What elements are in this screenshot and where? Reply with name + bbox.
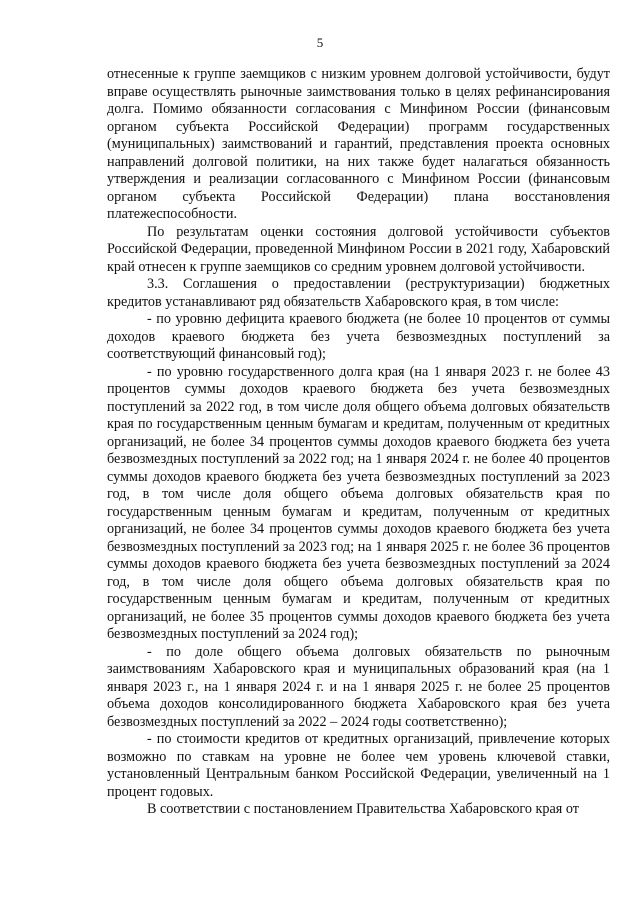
paragraph-debt-assessment: По результатам оценки состояния долговой устойчивости субъектов Российской Федерации, проведенной Минфином России в 2021 году, Хабаровский край отнесен к группе заемщиков со средним уровнем долговой устойчивости.	[107, 223, 610, 275]
document-body	[107, 66, 610, 819]
paragraph-resolution: В соответствии с постановлением Правительства Хабаровского края от	[147, 801, 579, 817]
paragraph-section-3-3: 3.3. Соглашения о предоставлении (реструктуризации) бюджетных кредитов устанавливают ряд обязательств Хабаровского края, в том числе:	[107, 276, 610, 310]
list-item-credit-cost: - по стоимости кредитов от кредитных организаций, привлечение которых возможно по ставкам на уровне не более чем уровень ключевой ставки, установленный Центральным банком Российской Федерации, увеличенный на 1 процент годовых.	[107, 731, 610, 800]
list-item-deficit: - по уровню дефицита краевого бюджета (не более 10 процентов от суммы доходов краевого бюджета без учета безвозмездных поступлений за соответствующий финансовый год);	[107, 311, 610, 362]
paragraph-continuation: отнесенные к группе заемщиков с низким уровнем долговой устойчивости, будут вправе осуществлять рыночные заимствования только в целях рефинансирования долга. Помимо обязанности согласования с Минфином России (финансовым органом субъекта Российской Федерации) программ государственных (муниципальных) заимствований и гарантий, представления проекта основных направлений долговой политики, на них также будет налагаться обязанность утверждения и реализации согласованного с Минфином России (финансовым органом субъекта Российской Федерации) плана восстановления платежеспособности.	[107, 66, 610, 222]
list-item-state-debt: - по уровню государственного долга края (на 1 января 2023 г. не более 43 процентов суммы доходов краевого бюджета без учета безвозмездных поступлений за 2022 год, в том числе доля общего объема долговых обязательств края по государственным ценным бумагам и кредитам, полученным от кредитных организаций, не более 34 процентов суммы доходов краевого бюджета без учета безвозмездных поступлений за 2022 год; на 1 января 2024 г. не более 40 процентов суммы доходов краевого бюджета без учета безвозмездных поступлений за 2023 год, в том числе доля общего объема долговых обязательств края по государственным ценным бумагам и кредитам, полученным от кредитных организаций, не более 34 процентов суммы доходов краевого бюджета без учета безвозмездных поступлений за 2023 год; на 1 января 2025 г. не более 36 процентов суммы доходов краевого бюджета без учета безвозмездных поступлений за 2024 год, в том числе доля общего объема долговых обязательств края по государственным ценным бумагам и кредитам, полученным от кредитных организаций, не более 35 процентов суммы доходов краевого бюджета без учета безвозмездных поступлений за 2024 год);	[107, 363, 610, 642]
list-item-market-borrowing: - по доле общего объема долговых обязательств по рыночным заимствованиям Хабаровского края и муниципальных образований края (на 1 января 2023 г., на 1 января 2024 г. и на 1 января 2025 г. не более 25 процентов объема доходов консолидированного бюджета Хабаровского края без учета безвозмездных поступлений за 2022 – 2024 годы соответственно);	[107, 643, 610, 730]
page-number: 5	[316, 35, 324, 50]
